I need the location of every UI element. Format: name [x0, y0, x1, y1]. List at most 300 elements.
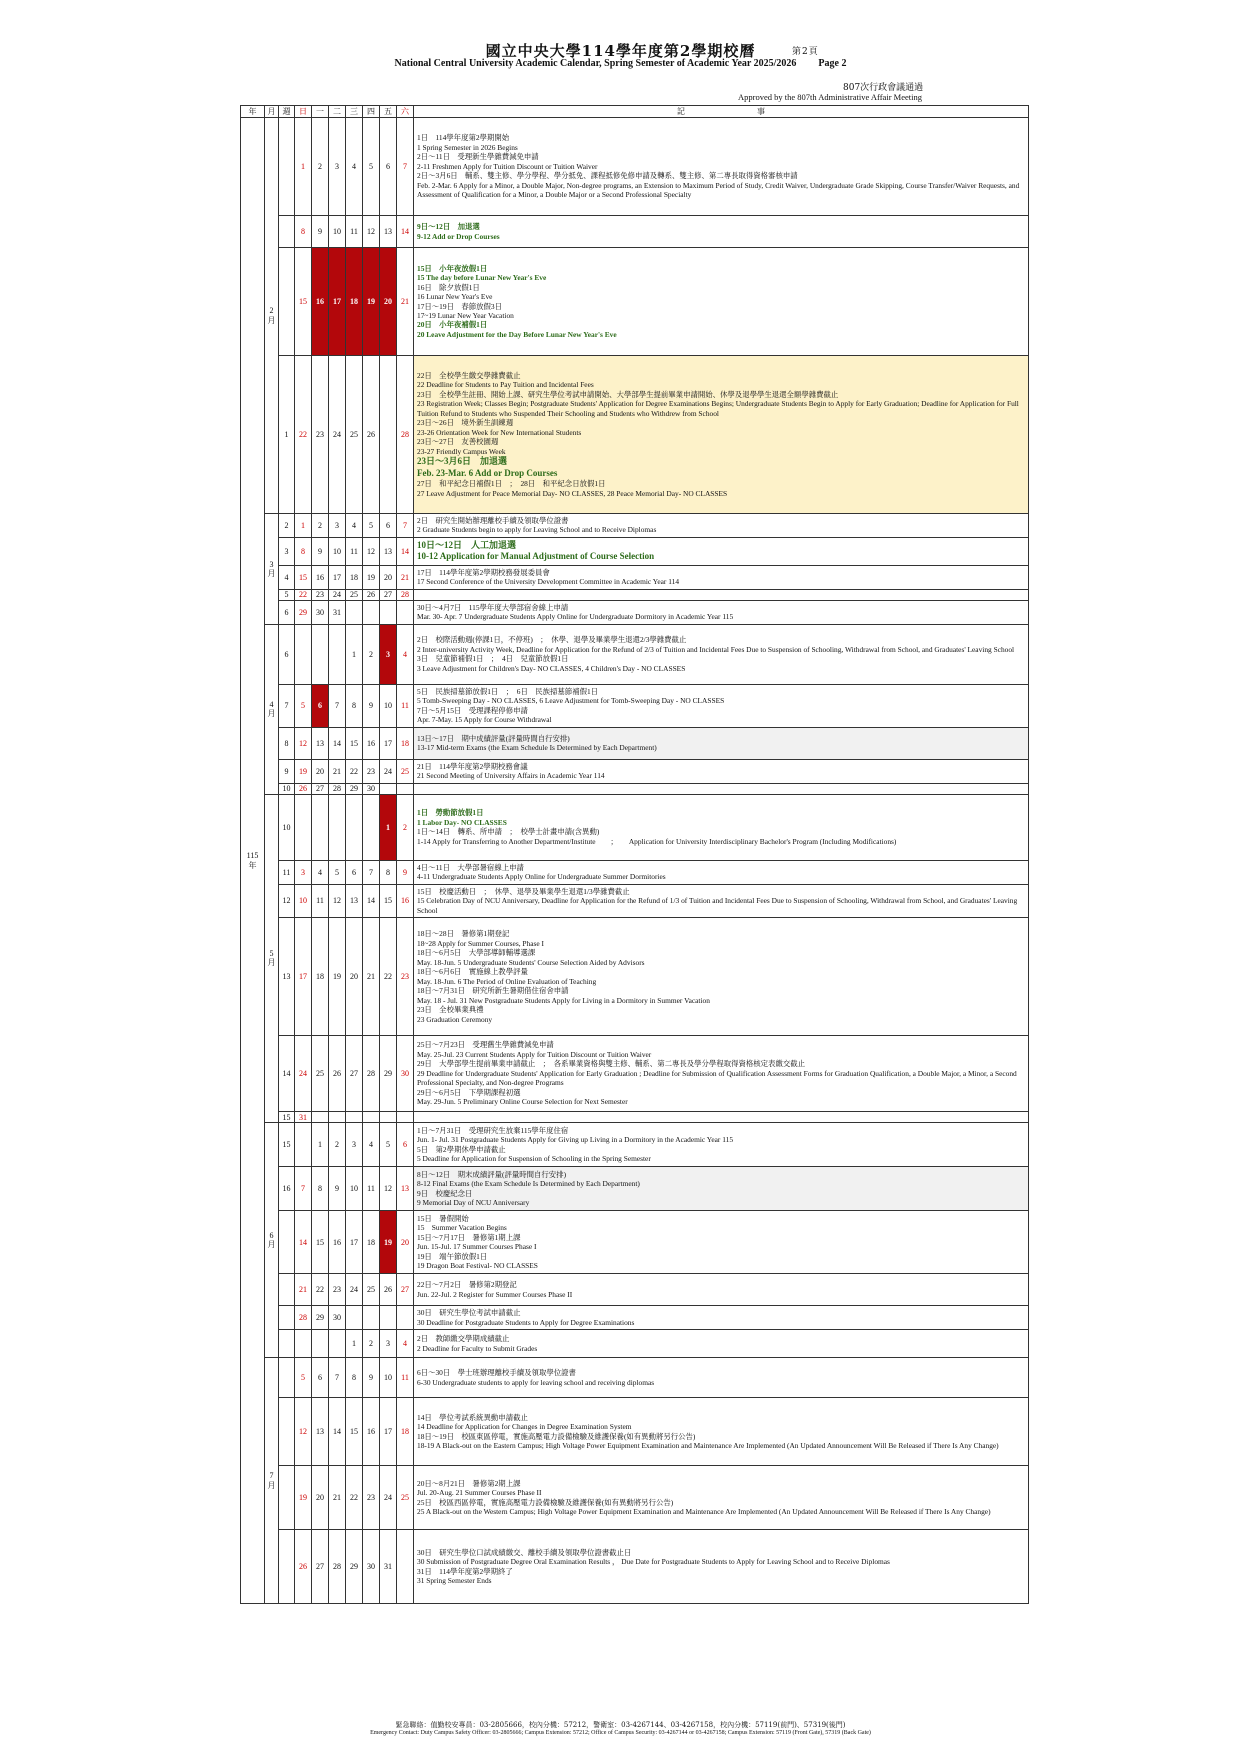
day-cell: 9 — [329, 1167, 346, 1211]
day-cell: 14 — [329, 1398, 346, 1466]
day-cell: 7 — [363, 860, 380, 884]
events-cell — [414, 1330, 1029, 1358]
event-line: 18日～19日 校區東區停電，實施高壓電力設備檢驗及維護保養(如有異動將另行公告) — [417, 1431, 696, 1441]
day-cell — [312, 624, 329, 684]
week-number — [279, 1211, 295, 1274]
calendar-week-row — [241, 727, 1029, 759]
events-cell — [414, 794, 1029, 860]
day-cell: 28 — [329, 1530, 346, 1604]
calendar-week-row — [241, 1036, 1029, 1112]
day-cell: 26 — [363, 589, 380, 600]
calendar-week-row — [241, 1112, 1029, 1123]
day-cell: 1 — [295, 514, 312, 538]
day-cell: 8 — [295, 216, 312, 248]
day-cell: 17 — [329, 565, 346, 589]
calendar-week-row — [241, 1358, 1029, 1398]
event-line: 5日 第2學期休學申請截止 — [417, 1144, 506, 1154]
event-line: 15日～7月17日 暑修第1期上課 — [417, 1232, 521, 1242]
day-cell — [397, 783, 414, 794]
events-cell — [414, 1530, 1029, 1604]
day-cell: 12 — [295, 1398, 312, 1466]
day-cell: 21 — [397, 248, 414, 356]
day-cell: 13 — [312, 727, 329, 759]
events-cell — [414, 1306, 1029, 1330]
calendar-week-row — [241, 514, 1029, 538]
event-line: 5 Deadline for Application for Suspension of Schooling in the Spring Semester — [417, 1154, 651, 1164]
event-line: 2日 研究生開始辦理離校手續及領取學位證書 — [417, 516, 569, 525]
day-cell: 15 — [380, 884, 397, 917]
event-line: 15日 小年夜放假1日 — [417, 263, 488, 273]
day-cell: 30 — [312, 600, 329, 624]
event-line: 17日 114學年度第2學期校務發展委員會 — [417, 567, 550, 577]
day-cell: 4 — [346, 514, 363, 538]
event-line: Jun. 1- Jul. 31 Postgraduate Students Apply for Giving up Living in a Dormitory in the Academic Year 115 — [417, 1135, 734, 1145]
calendar-week-row — [241, 783, 1029, 794]
day-cell: 8 — [346, 1358, 363, 1398]
day-cell: 7 — [295, 1167, 312, 1211]
day-cell: 8 — [380, 860, 397, 884]
day-cell: 21 — [329, 759, 346, 783]
event-line: 2 Deadline for Faculty to Submit Grades — [417, 1343, 538, 1353]
event-line: Mar. 30- Apr. 7 Undergraduate Students Apply Online for Undergraduate Dormitory in Academic Year 115 — [417, 612, 734, 622]
day-cell: 6 — [397, 1123, 414, 1167]
events-cell — [414, 1036, 1029, 1112]
day-cell: 24 — [380, 1466, 397, 1530]
day-cell — [295, 624, 312, 684]
day-cell: 12 — [329, 884, 346, 917]
calendar-week-row — [241, 794, 1029, 860]
event-line: 18-19 A Black-out on the Eastern Campus; High Voltage Power Equipment Examination and Maintenance Are Implemented (An Updated Announcement Will Be Released if There Is Any Change) — [417, 1441, 999, 1451]
day-cell: 15 — [312, 1211, 329, 1274]
event-line: 19 Dragon Boat Festival- NO CLASSES — [417, 1261, 538, 1271]
calendar-week-row — [241, 684, 1029, 727]
event-line: 6-30 Undergraduate students to apply for leaving school and receiving diplomas — [417, 1377, 655, 1387]
day-cell: 19 — [363, 248, 380, 356]
calendar-week-row — [241, 600, 1029, 624]
events-cell — [414, 884, 1029, 917]
day-cell: 12 — [295, 727, 312, 759]
events-cell — [414, 1398, 1029, 1466]
week-number: 6 — [279, 624, 295, 684]
day-cell: 11 — [346, 537, 363, 565]
day-cell: 14 — [397, 537, 414, 565]
day-cell: 9 — [312, 216, 329, 248]
event-line: 1日 勞動節放假1日 — [417, 808, 484, 818]
event-line: 21日 114學年度第2學期校務會議 — [417, 761, 528, 771]
day-cell — [295, 1330, 312, 1358]
day-cell: 19 — [380, 1211, 397, 1274]
day-cell: 8 — [295, 537, 312, 565]
day-cell: 20 — [380, 248, 397, 356]
day-cell — [363, 600, 380, 624]
academic-calendar-table — [240, 105, 1029, 1604]
week-number: 12 — [279, 884, 295, 917]
day-cell — [397, 1530, 414, 1604]
day-cell: 1 — [312, 1123, 329, 1167]
week-number — [279, 216, 295, 248]
events-cell — [414, 759, 1029, 783]
event-line: 30日 研究生學位口試成績繳交、離校手續及領取學位證書截止日 — [417, 1547, 632, 1557]
day-cell: 23 — [397, 918, 414, 1036]
event-line: 13日～17日 期中成績評量(評量時間自行安排) — [417, 733, 570, 743]
day-cell: 25 — [363, 1274, 380, 1306]
day-cell: 28 — [397, 589, 414, 600]
day-cell: 18 — [312, 918, 329, 1036]
event-line: 5 Tomb-Sweeping Day - NO CLASSES, 6 Leave Adjustment for Tomb-Sweeping Day - NO CLASSES — [417, 696, 725, 706]
calendar-week-row — [241, 1274, 1029, 1306]
day-cell: 17 — [380, 1398, 397, 1466]
week-number — [279, 1466, 295, 1530]
day-cell: 2 — [312, 514, 329, 538]
day-cell: 7 — [397, 118, 414, 216]
day-cell — [329, 624, 346, 684]
day-cell — [346, 1306, 363, 1330]
week-number: 10 — [279, 783, 295, 794]
event-line: 23日 全校學生註冊、開始上課、研究生學位考試申請開始、大學部學生提前畢業申請開始、休學及退學學生退還全額學雜費截止 — [417, 389, 839, 399]
day-cell: 12 — [380, 1167, 397, 1211]
event-line: 16 Lunar New Year's Eve — [417, 292, 493, 302]
day-cell: 5 — [295, 684, 312, 727]
day-cell: 25 — [312, 1036, 329, 1112]
day-cell: 18 — [363, 1211, 380, 1274]
day-cell: 27 — [380, 356, 397, 514]
event-line: 31 Spring Semester Ends — [417, 1576, 492, 1586]
week-number: 2 — [279, 514, 295, 538]
week-number: 1 — [279, 356, 295, 514]
events-cell — [414, 1274, 1029, 1306]
events-cell — [414, 1112, 1029, 1123]
event-line: 15 Celebration Day of NCU Anniversary, Deadline for Application for the Refund of 1/3 of Tuition and Incidental Fees Due to Suspension of Schooling, Withdrawal from School, and Graduates' Leaving School — [417, 896, 1018, 915]
day-cell: 11 — [346, 216, 363, 248]
event-line: 30 Deadline for Postgraduate Students to Apply for Degree Examinations — [417, 1317, 635, 1327]
day-cell: 1 — [295, 118, 312, 216]
calendar-week-row — [241, 356, 1029, 514]
events-cell — [414, 1123, 1029, 1167]
day-cell: 16 — [329, 1211, 346, 1274]
event-line: May. 18 - Jul. 31 New Postgraduate Students Apply for Living in a Dormitory in Summer Vacation — [417, 995, 710, 1005]
day-cell: 13 — [397, 1167, 414, 1211]
col-week: 週 — [279, 106, 295, 118]
day-cell: 24 — [295, 1036, 312, 1112]
day-cell: 24 — [380, 759, 397, 783]
day-cell: 1 — [346, 624, 363, 684]
day-cell: 13 — [380, 216, 397, 248]
event-line: 22日～7月2日 暑修第2期登記 — [417, 1280, 517, 1290]
day-cell: 10 — [329, 216, 346, 248]
event-line: 16日 除夕放假1日 — [417, 282, 480, 292]
event-line: 2-11 Freshmen Apply for Tuition Discount or Tuition Waiver — [417, 161, 598, 171]
day-cell: 27 — [380, 589, 397, 600]
events-cell — [414, 600, 1029, 624]
events-cell — [414, 624, 1029, 684]
event-line: May. 25-Jul. 23 Current Students Apply for Tuition Discount or Tuition Waiver — [417, 1049, 652, 1059]
approval-note-zh: 807次行政會議通過 — [843, 83, 924, 93]
event-line: 25 A Black-out on the Western Campus; High Voltage Power Equipment Examination and Maintenance Are Implemented (An Updated Announcement Will Be Released if There Is Any Change) — [417, 1507, 991, 1517]
events-cell — [414, 514, 1029, 538]
calendar-week-row — [241, 248, 1029, 356]
day-cell: 14 — [295, 1211, 312, 1274]
event-line: 22日 全校學生繳交學雜費截止 — [417, 370, 521, 380]
day-cell: 1 — [380, 794, 397, 860]
col-sun: 日 — [295, 106, 312, 118]
day-cell: 5 — [380, 1123, 397, 1167]
event-line: 18日～7月31日 研究所新生暑期借住宿舍申請 — [417, 986, 569, 996]
day-cell: 21 — [397, 565, 414, 589]
day-cell: 3 — [380, 624, 397, 684]
day-cell: 20 — [312, 759, 329, 783]
event-line: 23 Registration Week; Classes Begin; Postgraduate Students' Application for Degree Examinations Begins; Undergraduate Students Begin to Apply for Early Graduation; Deadline for Application for Full Tuition Refund to Students who Suspended Their Schooling and Students who Withdrew from School — [417, 399, 1019, 418]
day-cell: 30 — [397, 1036, 414, 1112]
day-cell — [312, 1330, 329, 1358]
day-cell: 9 — [363, 1358, 380, 1398]
day-cell: 24 — [329, 356, 346, 514]
day-cell: 16 — [312, 565, 329, 589]
events-cell — [414, 727, 1029, 759]
day-cell: 27 — [346, 1036, 363, 1112]
day-cell — [312, 794, 329, 860]
events-cell — [414, 248, 1029, 356]
week-number: 15 — [279, 1123, 295, 1167]
day-cell: 1 — [346, 1330, 363, 1358]
week-number — [279, 1274, 295, 1306]
day-cell — [312, 1112, 329, 1123]
col-mon: 一 — [312, 106, 329, 118]
week-number: 16 — [279, 1167, 295, 1211]
event-line: 4日～11日 大學部暑宿線上申請 — [417, 862, 524, 872]
event-line: 18日～6月6日 實施線上教學評量 — [417, 967, 528, 977]
day-cell: 21 — [329, 1466, 346, 1530]
day-cell: 23 — [312, 589, 329, 600]
calendar-week-row — [241, 589, 1029, 600]
events-cell — [414, 216, 1029, 248]
day-cell: 2 — [363, 1330, 380, 1358]
day-cell: 27 — [312, 783, 329, 794]
week-number — [279, 1330, 295, 1358]
day-cell: 3 — [329, 514, 346, 538]
day-cell: 11 — [312, 884, 329, 917]
emergency-contact-zh: 緊急聯絡：值勤校安專員：03-2805666，校內分機：57212，警衛室：03-4267144、03-4267158，校內分機：57119(前門)、57319(後門) — [395, 1721, 846, 1729]
day-cell — [329, 794, 346, 860]
week-number: 3 — [279, 537, 295, 565]
event-line: 27 Leave Adjustment for Peace Memorial Day- NO CLASSES, 28 Peace Memorial Day- NO CLASSES — [417, 488, 728, 498]
day-cell: 19 — [295, 759, 312, 783]
event-line: 1日 114學年度第2學期開始 — [417, 133, 510, 143]
day-cell: 12 — [363, 537, 380, 565]
day-cell: 17 — [295, 918, 312, 1036]
events-cell — [414, 860, 1029, 884]
day-cell: 26 — [295, 783, 312, 794]
event-line: 23-26 Orientation Week for New International Students — [417, 427, 582, 437]
col-tue: 二 — [329, 106, 346, 118]
event-line: 9日 校慶紀念日 — [417, 1188, 473, 1198]
event-line: 1日～14日 轉系、所申請 ； 校學士計畫申請(含異動) — [417, 827, 600, 837]
day-cell: 29 — [346, 783, 363, 794]
day-cell: 25 — [397, 759, 414, 783]
week-number — [279, 1530, 295, 1604]
day-cell: 11 — [397, 684, 414, 727]
day-cell: 18 — [346, 565, 363, 589]
day-cell: 25 — [346, 356, 363, 514]
events-cell — [414, 118, 1029, 216]
day-cell: 9 — [363, 684, 380, 727]
day-cell: 20 — [397, 1211, 414, 1274]
col-fri: 五 — [380, 106, 397, 118]
calendar-week-row — [241, 884, 1029, 917]
day-cell — [363, 794, 380, 860]
day-cell: 6 — [312, 684, 329, 727]
day-cell: 30 — [363, 1530, 380, 1604]
title-en: National Central University Academic Calendar, Spring Semester of Academic Year 2025/2026 Page 2 — [394, 58, 847, 69]
day-cell: 27 — [312, 1530, 329, 1604]
day-cell — [346, 1112, 363, 1123]
day-cell: 19 — [295, 1466, 312, 1530]
event-line: 9 Memorial Day of NCU Anniversary — [417, 1198, 530, 1208]
event-line: 18日～6月5日 大學部導師輔導選課 — [417, 948, 536, 958]
title-zh: 國立中央大學114學年度第2學期校曆 第2頁 — [485, 42, 819, 60]
event-line: 10日～12日 人工加退選 — [417, 539, 517, 550]
day-cell: 29 — [346, 1530, 363, 1604]
event-line: 17 Second Conference of the University Development Committee in Academic Year 114 — [417, 577, 680, 587]
day-cell: 28 — [329, 783, 346, 794]
day-cell: 9 — [397, 860, 414, 884]
event-line: 29日～6月5日 下學期課程初選 — [417, 1087, 521, 1097]
day-cell: 13 — [380, 537, 397, 565]
day-cell: 26 — [363, 356, 380, 514]
calendar-week-row — [241, 1211, 1029, 1274]
day-cell: 25 — [397, 1466, 414, 1530]
day-cell: 31 — [380, 1530, 397, 1604]
event-line: Apr. 7-May. 15 Apply for Course Withdrawal — [417, 715, 552, 725]
day-cell — [363, 1112, 380, 1123]
day-cell: 8 — [346, 684, 363, 727]
calendar-week-row — [241, 565, 1029, 589]
day-cell: 4 — [397, 624, 414, 684]
calendar-week-row — [241, 759, 1029, 783]
event-line: 30日～4月7日 115學年度大學部宿舍線上申請 — [417, 602, 569, 612]
col-wed: 三 — [346, 106, 363, 118]
day-cell: 29 — [312, 1306, 329, 1330]
event-line: 2日～3月6日 輔系、雙主修、學分學程、學分抵免、課程抵修免修申請及轉系、雙主修、第二專長取得資格審核申請 — [417, 171, 798, 181]
week-number — [279, 248, 295, 356]
day-cell — [397, 1112, 414, 1123]
day-cell: 2 — [312, 118, 329, 216]
year-cell: 115 年 — [241, 118, 265, 1604]
day-cell — [329, 1330, 346, 1358]
day-cell — [380, 783, 397, 794]
day-cell: 24 — [329, 589, 346, 600]
day-cell: 18 — [397, 1398, 414, 1466]
day-cell: 4 — [346, 118, 363, 216]
day-cell: 22 — [295, 356, 312, 514]
event-line: 31日 114學年度第2學期終了 — [417, 1566, 513, 1576]
event-line: 25日 校區西區停電，實施高壓電力設備檢驗及維護保養(如有異動將另行公告) — [417, 1497, 674, 1507]
event-line: May. 18-Jun. 5 Undergraduate Students' Course Selection Aided by Advisors — [417, 957, 645, 967]
day-cell: 10 — [295, 884, 312, 917]
event-line: 13-17 Mid-term Exams (the Exam Schedule Is Determined by Each Department) — [417, 743, 657, 753]
day-cell — [397, 600, 414, 624]
day-cell: 26 — [380, 1274, 397, 1306]
day-cell: 14 — [397, 216, 414, 248]
day-cell: 20 — [380, 565, 397, 589]
day-cell: 13 — [312, 1398, 329, 1466]
events-cell — [414, 565, 1029, 589]
day-cell: 23 — [363, 759, 380, 783]
day-cell: 6 — [312, 1358, 329, 1398]
events-cell — [414, 1211, 1029, 1274]
day-cell: 31 — [295, 1112, 312, 1123]
emergency-contact-en: Emergency Contact: Duty Campus Safety Officer: 03-2805666; Campus Extension: 57212; Office of Campus Security: 03-4267144 or 03-4267158; Campus Extension: 57119 (Front Gate), 57319 (Back Gate) — [370, 1730, 871, 1736]
event-line: 2日 校際活動週(停課1日，不停班) ； 休學、退學及畢業學生退還2/3學雜費截止 — [417, 635, 687, 645]
day-cell — [363, 1306, 380, 1330]
day-cell: 16 — [363, 727, 380, 759]
day-cell: 15 — [295, 248, 312, 356]
day-cell — [329, 1112, 346, 1123]
col-thu: 四 — [363, 106, 380, 118]
day-cell: 11 — [363, 1167, 380, 1211]
day-cell: 6 — [346, 860, 363, 884]
day-cell: 5 — [363, 514, 380, 538]
event-line: 17~19 Lunar New Year Vacation — [417, 310, 514, 320]
event-line: 1 Labor Day- NO CLASSES — [417, 817, 507, 827]
day-cell: 3 — [380, 1330, 397, 1358]
event-line: 23日～26日 境外新生訓練週 — [417, 418, 514, 428]
day-cell: 26 — [295, 1530, 312, 1604]
event-line: 6日～30日 學士班辦理離校手續及領取學位證書 — [417, 1368, 576, 1378]
day-cell: 7 — [397, 514, 414, 538]
event-line: 20日 小年夜補假1日 — [417, 320, 488, 330]
events-cell — [414, 1358, 1029, 1398]
event-line: 4-11 Undergraduate Students Apply Online for Undergraduate Summer Dormitories — [417, 872, 666, 882]
event-line: 15日 校慶活動日 ； 休學、退學及畢業學生退還1/3學雜費截止 — [417, 886, 630, 896]
event-line: Jun. 15-Jul. 17 Summer Courses Phase I — [417, 1242, 537, 1252]
day-cell: 27 — [397, 1274, 414, 1306]
day-cell: 23 — [363, 1466, 380, 1530]
event-line: 3日 兒童節補假1日 ； 4日 兒童節放假1日 — [417, 654, 569, 664]
day-cell — [380, 1306, 397, 1330]
day-cell: 10 — [380, 684, 397, 727]
events-cell — [414, 537, 1029, 565]
event-line: 14 Deadline for Application for Changes in Degree Examination System — [417, 1422, 632, 1432]
day-cell: 20 — [312, 1466, 329, 1530]
page-number-zh: 第2頁 — [792, 47, 819, 57]
calendar-week-row — [241, 1330, 1029, 1358]
events-cell — [414, 684, 1029, 727]
week-number: 13 — [279, 918, 295, 1036]
event-line: 30日 研究生學位考試申請截止 — [417, 1308, 521, 1318]
day-cell: 21 — [295, 1274, 312, 1306]
month-cell: 4 月 — [265, 624, 279, 794]
event-line: 15日 暑假開始 — [417, 1213, 469, 1223]
day-cell: 7 — [329, 684, 346, 727]
day-cell: 29 — [380, 1036, 397, 1112]
event-line: Feb. 2-Mar. 6 Apply for a Minor, a Double Major, Non-degree programs, an Extension to Maximum Period of Study, Credit Waiver, Undergraduate Grade Skipping, Course Transfer/Waiver Requests, and Assessment of Qualification for a Minor, a Double Major or a Second Professional Specialty — [417, 180, 1020, 200]
event-line: May. 29-Jun. 5 Preliminary Online Course Selection for Next Semester — [417, 1097, 628, 1107]
calendar-week-row — [241, 1398, 1029, 1466]
week-number: 9 — [279, 759, 295, 783]
day-cell: 15 — [346, 727, 363, 759]
event-line: 29日 大學部學生提前畢業申請截止 ； 各系畢業資格與雙主修、輔系、第二專長及學分學程取得資格核定表繳交截止 — [417, 1059, 806, 1069]
day-cell: 6 — [380, 118, 397, 216]
events-cell — [414, 1167, 1029, 1211]
day-cell — [397, 1306, 414, 1330]
week-number — [279, 1306, 295, 1330]
day-cell: 7 — [329, 1358, 346, 1398]
event-line: May. 18-Jun. 6 The Period of Online Evaluation of Teaching — [417, 976, 597, 986]
day-cell: 20 — [346, 918, 363, 1036]
col-year: 年 — [241, 106, 265, 118]
day-cell: 16 — [363, 1398, 380, 1466]
day-cell: 8 — [312, 1167, 329, 1211]
